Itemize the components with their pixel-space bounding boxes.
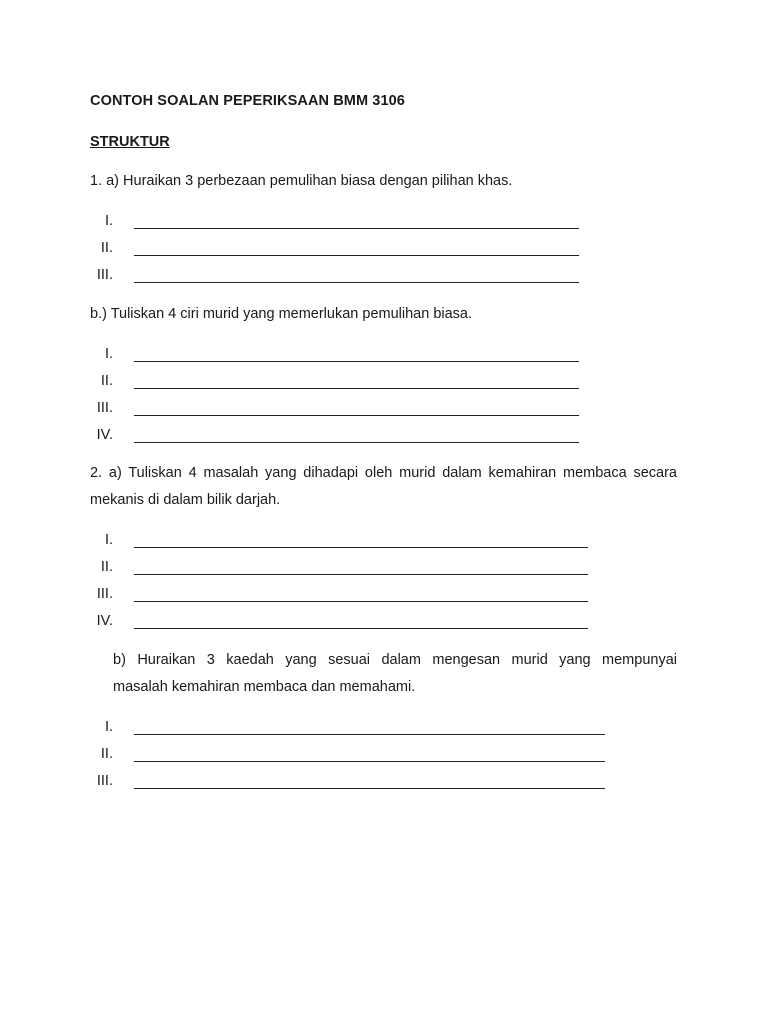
answer-list-2b [0,717,768,798]
answer-row [0,265,768,292]
answer-blank[interactable] [134,601,588,602]
answer-list-1b [0,344,768,452]
answer-number: II. [100,559,113,575]
answer-number: II. [100,746,113,762]
answer-row [0,611,768,638]
answer-number: III. [96,773,113,789]
answer-blank[interactable] [134,415,579,416]
question-1b: b.) Tuliskan 4 ciri murid yang memerlukan pemulihan biasa. [90,306,473,322]
answer-number: I. [104,346,113,362]
answer-number: III. [96,400,113,416]
answer-blank[interactable] [134,282,579,283]
question-2b [113,647,677,701]
page-title: CONTOH SOALAN PEPERIKSAAN BMM 3106 [90,93,405,109]
answer-blank[interactable] [134,574,588,575]
answer-row [0,717,768,744]
answer-number: IV. [96,613,113,629]
answer-row [0,425,768,452]
answer-blank[interactable] [134,361,579,362]
answer-row [0,530,768,557]
answer-number: II. [100,240,113,256]
answer-row [0,238,768,265]
answer-row [0,211,768,238]
question-2a-line1: 2. a) Tuliskan 4 masalah yang dihadapi oleh murid dalam kemahiran membaca secara [90,465,677,481]
answer-blank[interactable] [134,547,588,548]
answer-number: III. [96,267,113,283]
answer-row [0,398,768,425]
answer-row [0,371,768,398]
answer-number: I. [104,532,113,548]
answer-blank[interactable] [134,734,605,735]
answer-list-2a [0,530,768,638]
answer-number: III. [96,586,113,602]
answer-number: IV. [96,427,113,443]
section-heading: STRUKTUR [90,134,170,150]
answer-row [0,584,768,611]
answer-row [0,771,768,798]
answer-blank[interactable] [134,761,605,762]
answer-row [0,344,768,371]
answer-row [0,744,768,771]
answer-blank[interactable] [134,442,579,443]
answer-number: II. [100,373,113,389]
answer-row [0,557,768,584]
answer-blank[interactable] [134,228,579,229]
answer-number: I. [104,213,113,229]
answer-blank[interactable] [134,388,579,389]
question-2a-line2: mekanis di dalam bilik darjah. [90,492,281,508]
answer-blank[interactable] [134,628,588,629]
question-2b-line2: masalah kemahiran membaca dan memahami. [113,679,416,695]
answer-blank[interactable] [134,255,579,256]
question-2b-line1: b) Huraikan 3 kaedah yang sesuai dalam mengesan murid yang mempunyai [113,652,677,668]
question-2a [90,460,677,514]
question-1a: 1. a) Huraikan 3 perbezaan pemulihan biasa dengan pilihan khas. [90,173,513,189]
answer-number: I. [104,719,113,735]
answer-list-1a [0,211,768,292]
answer-blank[interactable] [134,788,605,789]
